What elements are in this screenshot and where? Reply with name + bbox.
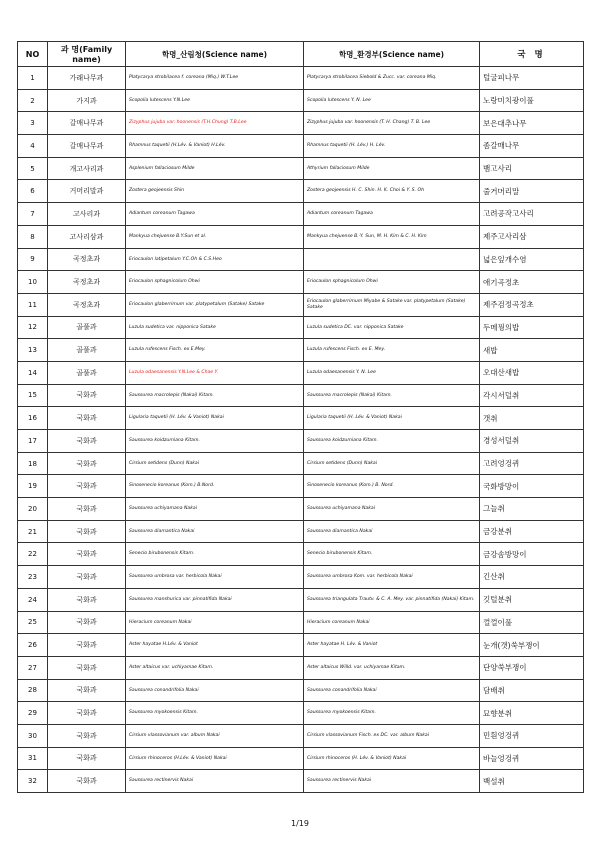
row-sci-env: Athyrium fallaciosum Milde bbox=[304, 157, 480, 180]
header-korean: 국 명 bbox=[480, 42, 584, 67]
row-korean: 경성서덜취 bbox=[480, 430, 584, 453]
row-sci-forest: Hieracium coreanum Nakai bbox=[126, 611, 304, 634]
row-sci-env: Luzula rufescens Fisch. ex E. Mey. bbox=[304, 339, 480, 362]
row-no: 7 bbox=[18, 203, 48, 226]
row-family: 국화과 bbox=[48, 747, 126, 770]
row-sci-forest: Saussurea macrolepis (Nakai) Kitam. bbox=[126, 384, 304, 407]
row-family: 국화과 bbox=[48, 656, 126, 679]
table-row bbox=[18, 248, 584, 271]
row-sci-env: Saussurea myokoensis Kitam. bbox=[304, 702, 480, 725]
table-row bbox=[18, 361, 584, 384]
row-sci-env bbox=[304, 248, 480, 271]
row-sci-env: Luzula sudetica DC. var. nipponica Satake bbox=[304, 316, 480, 339]
row-family: 골풀과 bbox=[48, 361, 126, 384]
row-family: 국화과 bbox=[48, 452, 126, 475]
row-no: 29 bbox=[18, 702, 48, 725]
row-sci-forest: Luzula odaesanensis Y.N.Lee & Chae Y. bbox=[126, 361, 304, 384]
row-sci-env: Zostera geojeensis H. C. Shin. H. K. Choi & Y. S. Oh bbox=[304, 180, 480, 203]
row-sci-forest: Senecio birubonensis Kitam. bbox=[126, 543, 304, 566]
row-sci-forest: Saussurea diamantica Nakai bbox=[126, 520, 304, 543]
row-sci-forest: Rhamnus taquetii (H.Lév. & Vaniot) H.Lév. bbox=[126, 135, 304, 158]
row-family: 고사리삼과 bbox=[48, 225, 126, 248]
row-no: 24 bbox=[18, 588, 48, 611]
row-no: 15 bbox=[18, 384, 48, 407]
row-sci-env: Adiantum coreanum Tagawa bbox=[304, 203, 480, 226]
row-sci-env: Saussurea conandrifolia Nakai bbox=[304, 679, 480, 702]
row-no: 26 bbox=[18, 634, 48, 657]
row-no: 16 bbox=[18, 407, 48, 430]
row-sci-forest: Adiantum coreanum Tagawa bbox=[126, 203, 304, 226]
row-family: 국화과 bbox=[48, 475, 126, 498]
table-row bbox=[18, 384, 584, 407]
row-no: 11 bbox=[18, 293, 48, 316]
row-no: 6 bbox=[18, 180, 48, 203]
row-no: 17 bbox=[18, 430, 48, 453]
row-sci-forest: Zizyphus jujuba var. hoonensis (T.H.Chung) T.B.Lee bbox=[126, 112, 304, 135]
table-row bbox=[18, 588, 584, 611]
table-row bbox=[18, 702, 584, 725]
row-korean: 껄껄이풀 bbox=[480, 611, 584, 634]
table-row bbox=[18, 271, 584, 294]
row-no: 30 bbox=[18, 724, 48, 747]
row-sci-forest: Aster hayatae H.Lév. & Vaniot bbox=[126, 634, 304, 657]
row-family: 국화과 bbox=[48, 498, 126, 521]
row-sci-forest: Luzula rufescens Fisch. ex E.Mey. bbox=[126, 339, 304, 362]
row-no: 32 bbox=[18, 770, 48, 793]
row-korean: 고려엉겅퀴 bbox=[480, 452, 584, 475]
row-sci-forest: Platycarya strobilacea f. coreana (Miq.) W.T.Lee bbox=[126, 67, 304, 90]
row-sci-forest: Scopolia lutescens Y.N.Lee bbox=[126, 89, 304, 112]
row-no: 21 bbox=[18, 520, 48, 543]
row-korean: 노랑미치광이풀 bbox=[480, 89, 584, 112]
row-korean: 줄거머리말 bbox=[480, 180, 584, 203]
row-no: 18 bbox=[18, 452, 48, 475]
species-sheet bbox=[17, 41, 583, 793]
row-family: 고사리과 bbox=[48, 203, 126, 226]
row-sci-forest: Eriocaulon glaberrimum var. platypetalum (Satake) Satake bbox=[126, 293, 304, 316]
row-family: 가지과 bbox=[48, 89, 126, 112]
row-sci-env: Mankyua chejuense B.-Y. Sun, M. H. Kim & C. H. Kim bbox=[304, 225, 480, 248]
row-korean: 담배취 bbox=[480, 679, 584, 702]
row-sci-env: Saussurea triangulata Trautv. & C. A. Mey. var. pinnatifida (Nakai) Kitam. bbox=[304, 588, 480, 611]
row-family: 국화과 bbox=[48, 566, 126, 589]
row-family: 국화과 bbox=[48, 543, 126, 566]
row-family: 국화과 bbox=[48, 702, 126, 725]
table-row bbox=[18, 225, 584, 248]
table-row bbox=[18, 611, 584, 634]
row-korean: 애기곡정초 bbox=[480, 271, 584, 294]
header-sci-env: 학명_환경부(Science name) bbox=[304, 42, 480, 67]
row-sci-env: Cirsium setidens (Dunn) Nakai bbox=[304, 452, 480, 475]
row-sci-env: Saussurea rectinervis Nakai bbox=[304, 770, 480, 793]
row-family: 국화과 bbox=[48, 407, 126, 430]
row-no: 3 bbox=[18, 112, 48, 135]
row-family: 개고사리과 bbox=[48, 157, 126, 180]
row-korean: 국화방망이 bbox=[480, 475, 584, 498]
table-row bbox=[18, 452, 584, 475]
row-family: 곡정초과 bbox=[48, 271, 126, 294]
table-row bbox=[18, 157, 584, 180]
table-row bbox=[18, 634, 584, 657]
row-sci-forest: Saussurea manshurica var. pinnatifida Nakai bbox=[126, 588, 304, 611]
header-no: NO bbox=[18, 42, 48, 67]
row-sci-forest: Zostera geojeensis Shin bbox=[126, 180, 304, 203]
table-row bbox=[18, 747, 584, 770]
table-row bbox=[18, 293, 584, 316]
row-family: 국화과 bbox=[48, 520, 126, 543]
row-sci-env: Saussurea koidzumiana Kitam. bbox=[304, 430, 480, 453]
table-row bbox=[18, 89, 584, 112]
table-row bbox=[18, 180, 584, 203]
row-korean: 바늘엉겅퀴 bbox=[480, 747, 584, 770]
row-family: 갈매나무과 bbox=[48, 135, 126, 158]
row-sci-env: Senecio birubonensis Kitam. bbox=[304, 543, 480, 566]
row-korean: 오대산새밥 bbox=[480, 361, 584, 384]
row-sci-env: Saussurea diamantica Nakai bbox=[304, 520, 480, 543]
row-no: 23 bbox=[18, 566, 48, 589]
table-row bbox=[18, 770, 584, 793]
row-sci-env: Aster altaicus Willd. var. uchiyamae Kitam. bbox=[304, 656, 480, 679]
header-family: 과 명(Family name) bbox=[48, 42, 126, 67]
table-body bbox=[18, 67, 584, 793]
row-sci-env: Zizyphus jujuba var. hoonensis (T. H. Chang) T. B. Lee bbox=[304, 112, 480, 135]
row-sci-env: Aster hayatae H. Lév. & Vaniot bbox=[304, 634, 480, 657]
row-family: 국화과 bbox=[48, 724, 126, 747]
row-family: 골풀과 bbox=[48, 339, 126, 362]
row-korean: 민흰엉겅퀴 bbox=[480, 724, 584, 747]
row-korean: 각시서덜취 bbox=[480, 384, 584, 407]
row-family: 국화과 bbox=[48, 430, 126, 453]
row-korean: 뱀고사리 bbox=[480, 157, 584, 180]
row-family: 국화과 bbox=[48, 611, 126, 634]
row-no: 28 bbox=[18, 679, 48, 702]
row-no: 20 bbox=[18, 498, 48, 521]
table-row bbox=[18, 543, 584, 566]
row-korean: 두메꿩의밥 bbox=[480, 316, 584, 339]
row-sci-env: Luzula odaesanensis Y. N. Lee bbox=[304, 361, 480, 384]
row-family: 골풀과 bbox=[48, 316, 126, 339]
row-family: 국화과 bbox=[48, 588, 126, 611]
table-row bbox=[18, 407, 584, 430]
row-korean: 갯취 bbox=[480, 407, 584, 430]
row-no: 8 bbox=[18, 225, 48, 248]
row-sci-env: Hieracium coreanum Nakai bbox=[304, 611, 480, 634]
row-korean: 깃털분취 bbox=[480, 588, 584, 611]
row-no: 25 bbox=[18, 611, 48, 634]
page-number: 1/19 bbox=[291, 819, 309, 828]
row-sci-forest: Saussurea conandrifolia Nakai bbox=[126, 679, 304, 702]
row-no: 31 bbox=[18, 747, 48, 770]
row-no: 14 bbox=[18, 361, 48, 384]
row-sci-env: Saussurea macrolepis (Nakai) Kitam. bbox=[304, 384, 480, 407]
row-korean: 백설취 bbox=[480, 770, 584, 793]
row-no: 2 bbox=[18, 89, 48, 112]
table-row bbox=[18, 520, 584, 543]
row-sci-forest: Cirsium vlassovianum var. album Nakai bbox=[126, 724, 304, 747]
row-korean: 고려공작고사리 bbox=[480, 203, 584, 226]
row-sci-forest: Ligularia taquetii (H. Lév. & Vaniot) Nakai bbox=[126, 407, 304, 430]
row-sci-env: Cirsium rhinoceros (H. Lév. & Vaniot) Nakai bbox=[304, 747, 480, 770]
row-korean: 보은대추나무 bbox=[480, 112, 584, 135]
row-korean: 좀갈매나무 bbox=[480, 135, 584, 158]
row-korean: 눈개(갯)쑥부쟁이 bbox=[480, 634, 584, 657]
row-sci-forest: Aster altaicus var. uchiyamae Kitam. bbox=[126, 656, 304, 679]
table-row bbox=[18, 135, 584, 158]
row-sci-forest: Cirsium setidens (Dunn) Nakai bbox=[126, 452, 304, 475]
row-sci-forest: Mankyua chejuense B.Y.Sun et al. bbox=[126, 225, 304, 248]
row-sci-forest: Saussurea myokoensis Kitam. bbox=[126, 702, 304, 725]
header-row bbox=[18, 42, 584, 67]
table-row bbox=[18, 430, 584, 453]
row-sci-env: Cirsium vlassovianum Fisch. ex DC. var. album Nakai bbox=[304, 724, 480, 747]
row-korean: 금강분취 bbox=[480, 520, 584, 543]
row-korean: 긴산취 bbox=[480, 566, 584, 589]
row-sci-env: Eriocaulon glaberrimum Miyabe & Satake var. platypetalum (Satake) Satake bbox=[304, 293, 480, 316]
row-sci-forest: Asplenium fallaciosum Milde bbox=[126, 157, 304, 180]
table-row bbox=[18, 656, 584, 679]
row-no: 9 bbox=[18, 248, 48, 271]
row-no: 4 bbox=[18, 135, 48, 158]
row-family: 곡정초과 bbox=[48, 293, 126, 316]
row-no: 1 bbox=[18, 67, 48, 90]
row-sci-forest: Sinosenecio koreanus (Kom.) B.Nord. bbox=[126, 475, 304, 498]
row-no: 27 bbox=[18, 656, 48, 679]
row-sci-forest: Saussurea umbrosa var. herbicola Nakai bbox=[126, 566, 304, 589]
row-family: 국화과 bbox=[48, 384, 126, 407]
row-korean: 새밥 bbox=[480, 339, 584, 362]
row-family: 가래나무과 bbox=[48, 67, 126, 90]
table-row bbox=[18, 203, 584, 226]
row-no: 10 bbox=[18, 271, 48, 294]
row-family: 갈매나무과 bbox=[48, 112, 126, 135]
table-row bbox=[18, 67, 584, 90]
row-korean: 그늘취 bbox=[480, 498, 584, 521]
species-table bbox=[17, 41, 584, 793]
row-korean: 넓은잎개수염 bbox=[480, 248, 584, 271]
row-no: 5 bbox=[18, 157, 48, 180]
row-korean: 묘향분취 bbox=[480, 702, 584, 725]
row-sci-env: Eriocaulon sphagnicolum Ohwi bbox=[304, 271, 480, 294]
row-sci-forest: Saussurea uchiyamana Nakai bbox=[126, 498, 304, 521]
row-no: 19 bbox=[18, 475, 48, 498]
table-row bbox=[18, 112, 584, 135]
row-korean: 제주검정곡정초 bbox=[480, 293, 584, 316]
row-family: 곡정초과 bbox=[48, 248, 126, 271]
table-row bbox=[18, 566, 584, 589]
row-sci-env: Ligularia taquetii (H. Lév. & Vaniot) Nakai bbox=[304, 407, 480, 430]
row-family: 국화과 bbox=[48, 770, 126, 793]
row-sci-forest: Luzula sudetica var. nipponica Satake bbox=[126, 316, 304, 339]
row-sci-forest: Saussurea rectinervis Nakai bbox=[126, 770, 304, 793]
row-sci-env: Rhamnus taquetii (H. Lév.) H. Lév. bbox=[304, 135, 480, 158]
table-row bbox=[18, 316, 584, 339]
row-family: 국화과 bbox=[48, 679, 126, 702]
row-sci-env: Saussurea umbrosa Kom. var. herbicola Nakai bbox=[304, 566, 480, 589]
table-row bbox=[18, 724, 584, 747]
header-sci-forest: 학명_산림청(Science name) bbox=[126, 42, 304, 67]
table-row bbox=[18, 679, 584, 702]
table-row bbox=[18, 498, 584, 521]
row-no: 13 bbox=[18, 339, 48, 362]
row-no: 12 bbox=[18, 316, 48, 339]
row-sci-forest: Saussurea koidzumiana Kitam. bbox=[126, 430, 304, 453]
row-sci-env: Sinosenecio koreanus (Kom.) B. Nord. bbox=[304, 475, 480, 498]
row-no: 22 bbox=[18, 543, 48, 566]
row-korean: 금강솜방망이 bbox=[480, 543, 584, 566]
table-row bbox=[18, 339, 584, 362]
row-sci-forest: Eriocaulon latipetalum Y.C.Oh & C.S.Heo bbox=[126, 248, 304, 271]
row-sci-forest: Eriocaulon sphagnicolum Ohwi bbox=[126, 271, 304, 294]
row-sci-forest: Cirsium rhinoceros (H.Lév. & Vaniot) Nakai bbox=[126, 747, 304, 770]
row-sci-env: Saussurea uchiyamana Nakai bbox=[304, 498, 480, 521]
row-sci-env: Platycarya strobilacea Siebold & Zucc. var. coreana Miq. bbox=[304, 67, 480, 90]
row-sci-env: Scopolia lutescens Y. N. Lee bbox=[304, 89, 480, 112]
row-korean: 제주고사리삼 bbox=[480, 225, 584, 248]
row-korean: 단양쑥부쟁이 bbox=[480, 656, 584, 679]
row-family: 거머리말과 bbox=[48, 180, 126, 203]
row-korean: 털굴피나무 bbox=[480, 67, 584, 90]
row-family: 국화과 bbox=[48, 634, 126, 657]
table-row bbox=[18, 475, 584, 498]
